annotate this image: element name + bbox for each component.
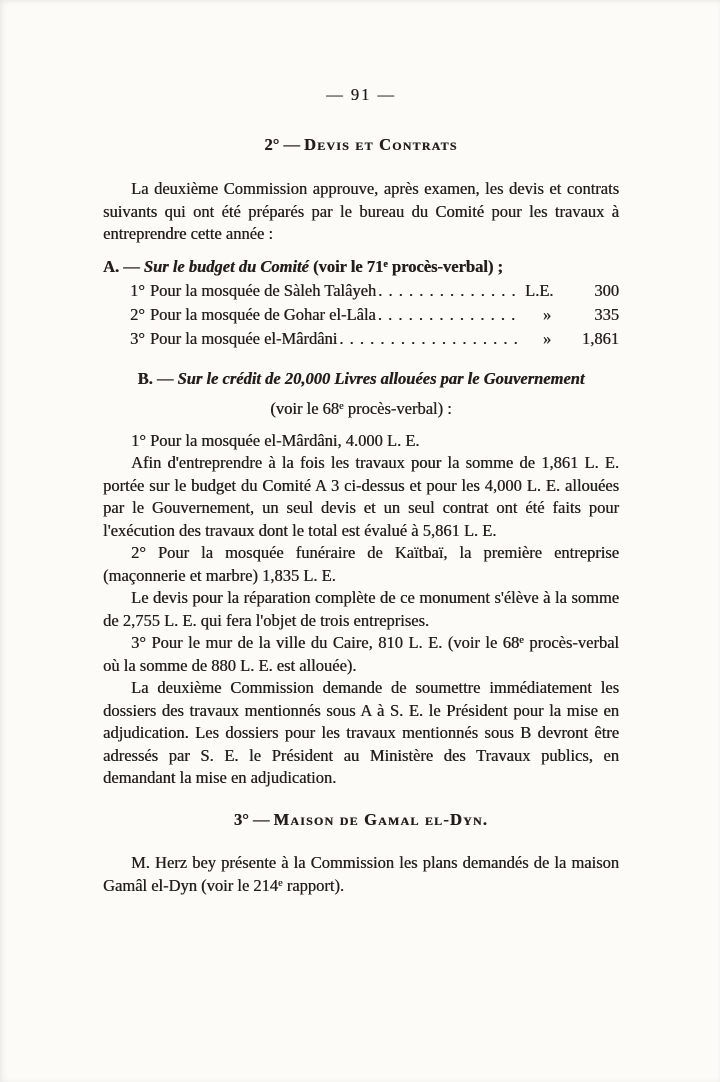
section-b-heading (103, 367, 619, 391)
section-a-heading (103, 256, 619, 279)
section-3-heading-number: 3° — (233, 809, 274, 829)
section-b-label: B. — (137, 369, 178, 388)
estimate-amount: 1,861 (581, 329, 619, 348)
estimate-list (103, 279, 619, 351)
paragraph-afin-entreprendre: Afin d'entreprendre à la fois les travaux pour la somme de 1,861 L. E. portée sur le budget du Comité A 3 ci-dessus et pour les 4,000 L. E. allouées par le Gouvernement, un seul devis et un seul contrat ont été faits pour l'exécution des travaux dont le total est évalué à 5,861 L. E. (103, 453, 619, 540)
section-2-heading-title: Devis et Contrats (303, 134, 458, 154)
leader-dots (378, 279, 521, 303)
estimate-item-label: 1° Pour la mosquée de Sàleh Talâyeh (130, 281, 377, 300)
section-2-heading (103, 134, 619, 157)
section-a-citation: (voir le 71e procès-verbal) ; (308, 256, 503, 276)
estimate-item-label: 3° Pour la mosquée el-Mârdâni (130, 329, 338, 348)
intro-paragraph: La deuxième Commission approuve, après examen, les devis et contrats suivants qui ont été préparés par le bureau du Comité pour les travaux à entreprendre cette année : (103, 179, 619, 243)
section-b (103, 367, 619, 790)
paragraph-devis-reparation: Le devis pour la réparation complète de ce monument s'élève à la somme de 2,755 L. E. qui fera l'objet de trois entreprises. (103, 588, 619, 630)
section-3-heading (103, 809, 619, 832)
estimate-row-el-mardani (103, 327, 619, 351)
leader-dots (378, 303, 521, 327)
estimate-amount: 335 (594, 305, 619, 324)
paragraph-commission-demande: La deuxième Commission demande de soumettre immédiatement les dossiers des travaux mentionnés sous A à S. E. le Président pour la mise en adjudication. Les dossiers pour les travaux mentionnés sous B devront être adressés par S. E. le Président au Ministère des Travaux publics, en demandant la mise en adjudication. (103, 678, 619, 787)
section-3-heading-title: Maison de Gamal el-Dyn. (273, 809, 489, 829)
estimate-currency: » (542, 305, 552, 324)
page-number: — 91 — (326, 85, 396, 104)
estimate-currency: L.E. (525, 281, 554, 300)
section-b-body (103, 430, 619, 790)
section-2-heading-number: 2° — (264, 134, 304, 154)
estimate-amount: 300 (594, 281, 619, 300)
paragraph-item-2-kaitbai: 2° Pour la mosquée funéraire de Kaïtbaï, la première entreprise (maçonnerie et marbre) 1,835 L. E. (103, 543, 619, 585)
section-b-citation: (voir le 68e procès-verbal) : (270, 399, 452, 418)
section-a-title: Sur le budget du Comité (143, 256, 309, 276)
section-a-label: A. — (103, 256, 144, 276)
estimate-item-label: 2° Pour la mosquée de Gohar el-Lâla (130, 305, 376, 324)
paragraph-herz-bey: M. Herz bey présente à la Commission les plans demandés de la maison Gamâl el-Dyn (voir le 214e rapport). (103, 853, 619, 895)
section-a (103, 256, 619, 352)
leader-dots (339, 327, 521, 351)
section-b-title: Sur le crédit de 20,000 Livres allouées par le Gouvernement (177, 369, 585, 388)
paragraph-item-3-mur-caire: 3° Pour le mur de la ville du Caire, 810 L. E. (voir le 68e procès-verbal où la somme de 880 L. E. est allouée). (103, 633, 619, 675)
estimate-row-saleh-talayeh (103, 279, 619, 303)
estimate-currency: » (542, 329, 552, 348)
paragraph-item-1-mardani: 1° Pour la mosquée el-Mârdâni, 4.000 L. E. (131, 430, 420, 450)
estimate-row-gohar-el-lala (103, 303, 619, 327)
